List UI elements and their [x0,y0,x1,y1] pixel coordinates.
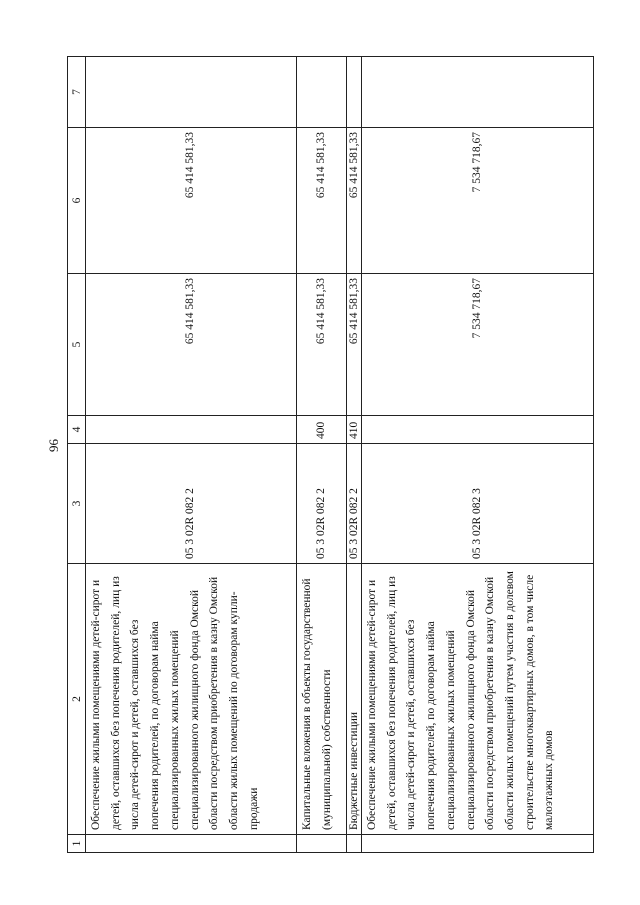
type-cell: 410 [347,416,362,444]
header-col-5: 5 [68,274,86,416]
description-cell: Капитальные вложения в объекты государственной (муниципальной) собственности [297,564,347,835]
empty-cell [297,57,347,128]
budget-table-rotated [67,57,556,853]
header-col-2: 2 [68,564,86,835]
row-number-cell [297,835,347,853]
description-cell: Обеспечение жилыми помещениями детей-сирот и детей, оставшихся без попечения родителей, лиц из числа детей-сирот и детей, оставшихся без попечения родителей, по договорам найма специализированных жилых помещений специализированного жилищного фонда Омской области посредством приобретения в казну Омской области жилых помещений путем участия в долевом строительстве многоквартирных домов, в том числе малоэтажных домов [362,564,594,835]
code-cell: 05 3 02R 082 2 [86,444,297,564]
amount-cell: 65 414 581,33 [86,274,297,416]
header-row [68,57,86,853]
empty-cell [347,57,362,128]
amount-cell: 65 414 581,33 [86,128,297,274]
header-col-1: 1 [68,835,86,853]
code-cell: 05 3 02R 082 3 [362,444,594,564]
amount-cell: 65 414 581,33 [347,128,362,274]
header-col-7: 7 [68,57,86,128]
amount-cell: 65 414 581,33 [297,274,347,416]
table-row [347,57,362,853]
row-number-cell [86,835,297,853]
description-cell: Обеспечение жилыми помещениями детей-сирот и детей, оставшихся без попечения родителей, лиц из числа детей-сирот и детей, оставшихся без попечения родителей, по договорам найма специализированных жилых помещений специализированного жилищного фонда Омской области посредством приобретения в казну Омской области жилых помещений по договорам купли-продажи [86,564,297,835]
table-row [362,57,594,853]
amount-cell: 7 534 718,67 [362,274,594,416]
budget-table [67,56,594,853]
header-col-4: 4 [68,416,86,444]
amount-cell: 65 414 581,33 [297,128,347,274]
amount-cell: 7 534 718,67 [362,128,594,274]
row-number-cell [347,835,362,853]
description-cell: Бюджетные инвестиции [347,564,362,835]
empty-cell [362,57,594,128]
page-number: 96 [46,439,61,452]
code-cell: 05 3 02R 082 2 [297,444,347,564]
empty-cell [86,57,297,128]
type-cell [362,416,594,444]
header-col-3: 3 [68,444,86,564]
table-row [297,57,347,853]
type-cell [86,416,297,444]
header-col-6: 6 [68,128,86,274]
row-number-cell [362,835,594,853]
code-cell: 05 3 02R 082 2 [347,444,362,564]
amount-cell: 65 414 581,33 [347,274,362,416]
type-cell: 400 [297,416,347,444]
table-row [86,57,297,853]
